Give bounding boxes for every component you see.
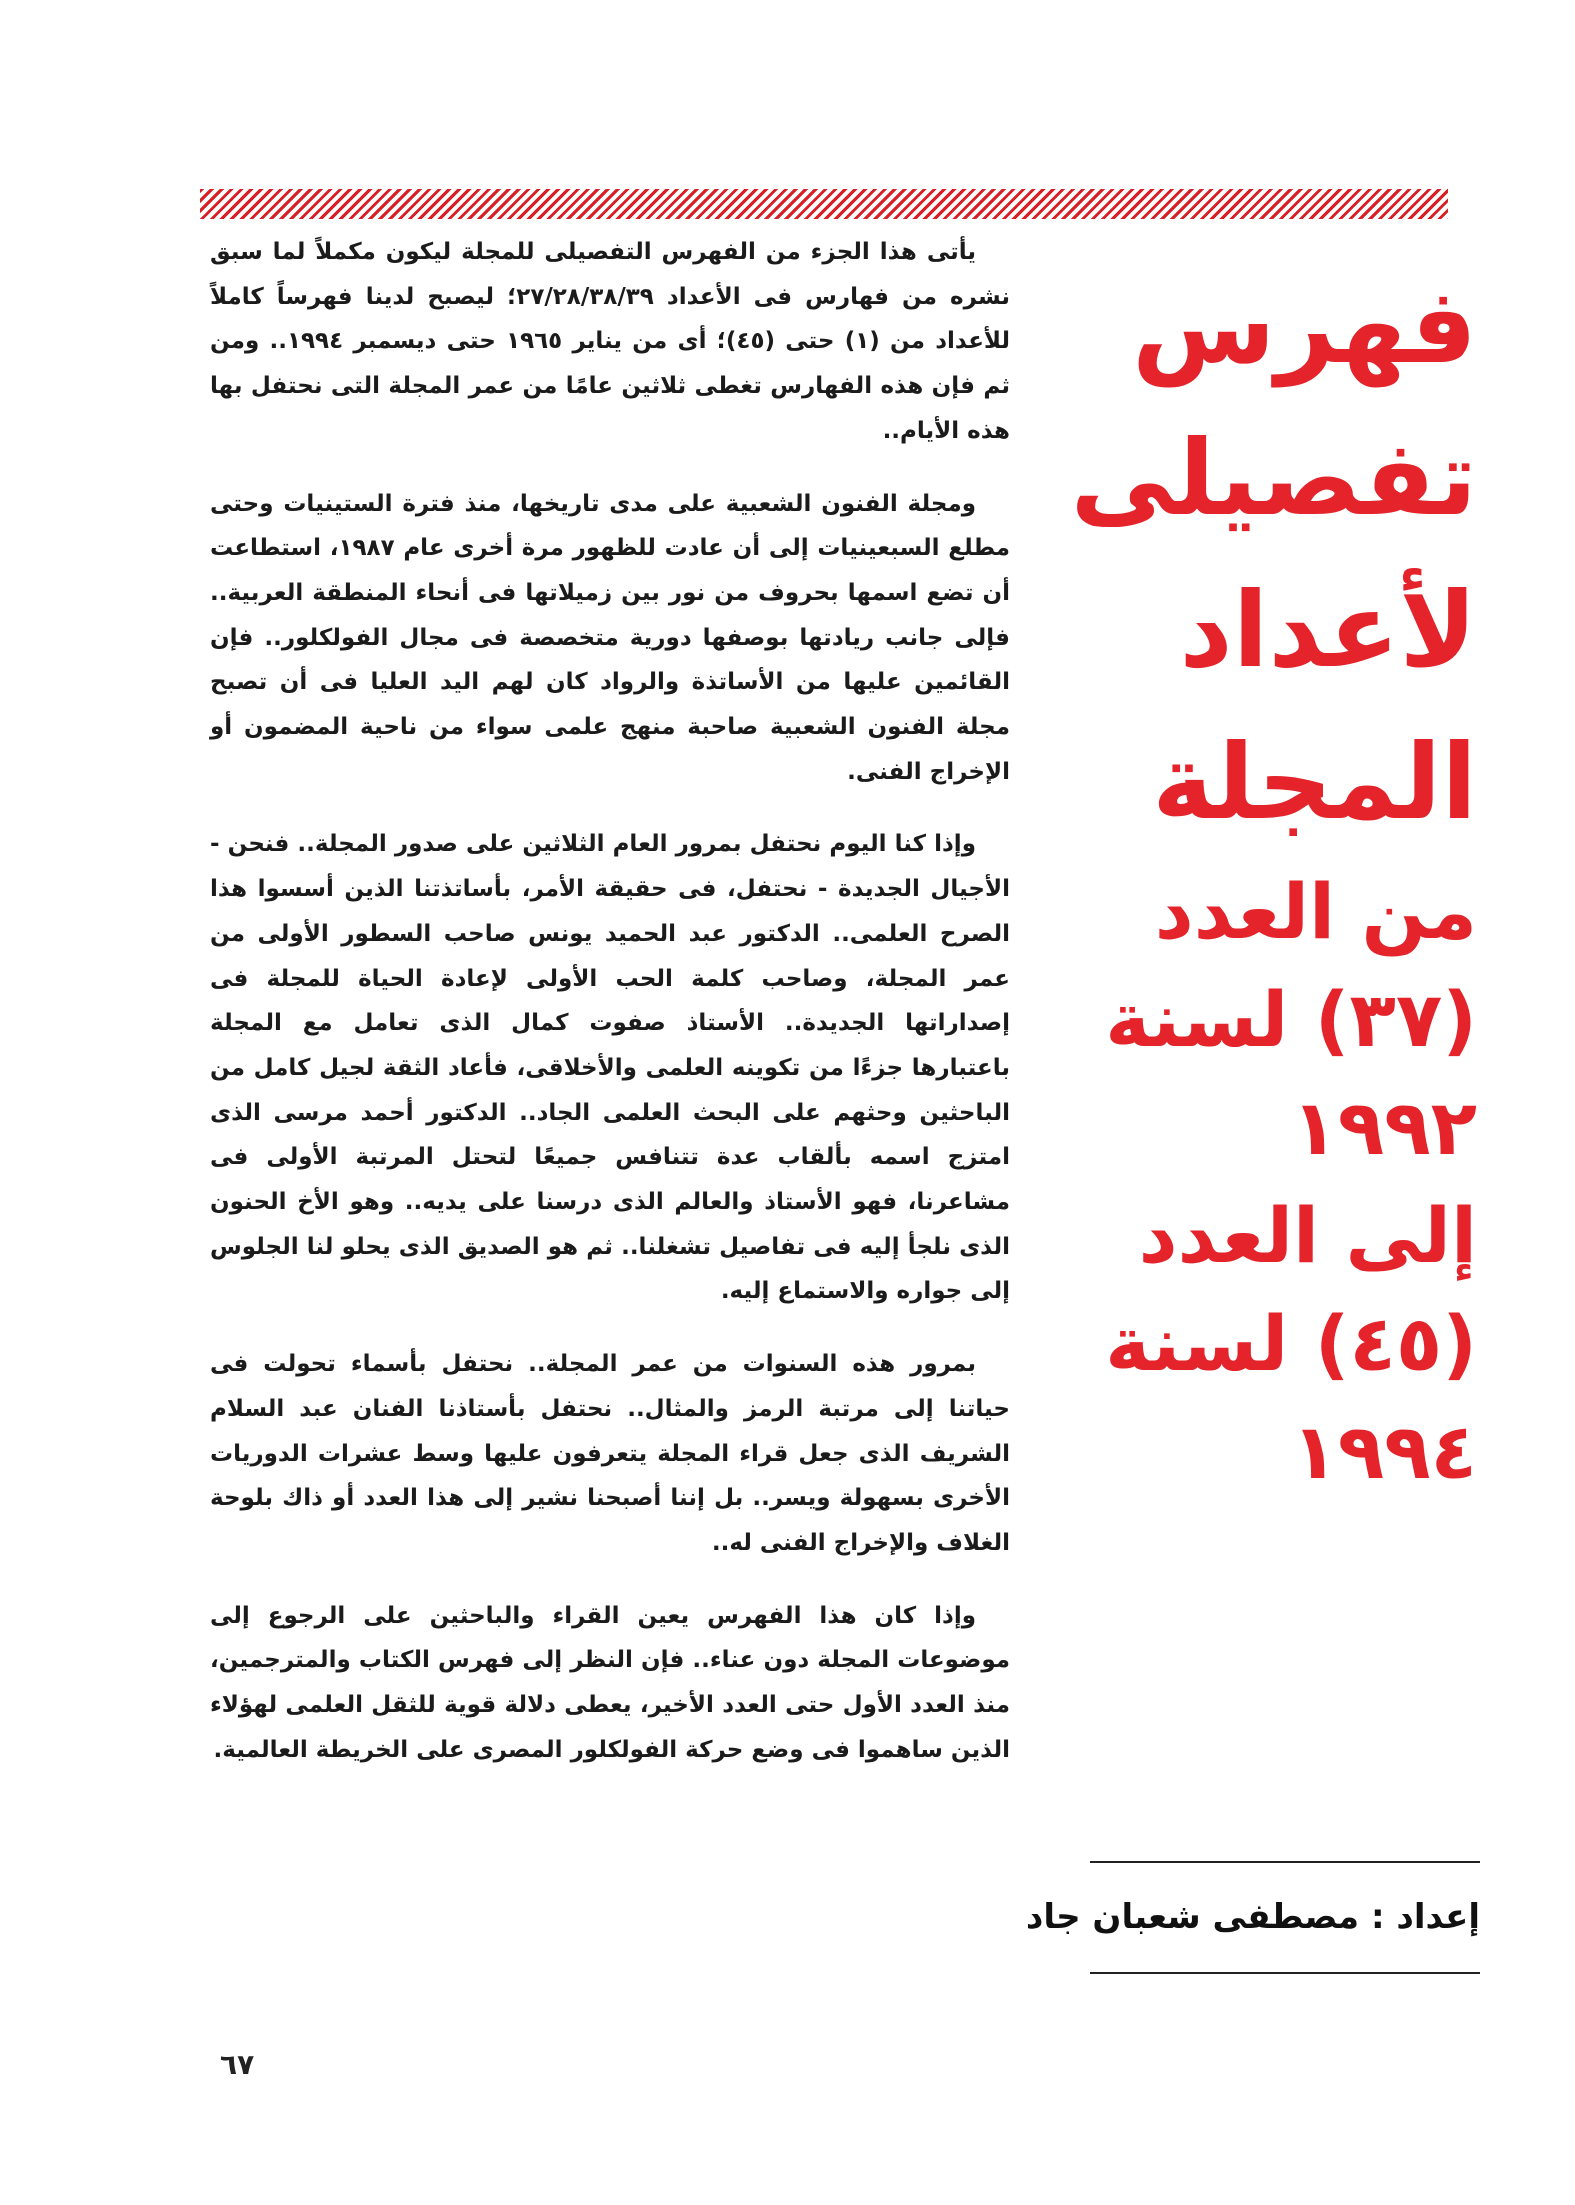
paragraph-1: يأتى هذا الجزء من الفهرس التفصيلى للمجلة ليكون مكملاً لما سبق نشره من فهارس فى الأعداد ٢٧/٢٨/٣٨/٣٩؛ ليصبح لدينا فهرساً كاملاً للأعداد من (١) حتى (٤٥)؛ أى من يناير ١٩٦٥ حتى ديسمبر ١٩٩٤.. ومن ثم فإن هذه الفهارس تغطى ثلاثين عامًا من عمر المجلة التى نحتفل بها هذه الأيام..: [210, 239, 1011, 444]
author-divider-top: [1090, 1861, 1480, 1863]
title-line-1: فهرس: [1132, 265, 1477, 387]
title-line-3: لأعداد: [1179, 569, 1477, 691]
title-line-6: (٣٧) لسنة: [1105, 975, 1477, 1064]
title-line-8: إلى العدد: [1138, 1191, 1477, 1280]
page-number: ٦٧: [220, 2048, 255, 2081]
title-line-5: من العدد: [1154, 867, 1477, 956]
title-line-10: ١٩٩٤: [1291, 1407, 1477, 1496]
article-title: [1070, 250, 1477, 1506]
title-line-2: تفصيلى: [1070, 417, 1477, 539]
paragraph-4: بمرور هذه السنوات من عمر المجلة.. نحتفل بأسماء تحولت فى حياتنا إلى مرتبة الرمز والمثال.. نحتفل بأستاذنا الفنان عبد السلام الشريف الذى جعل قراء المجلة يتعرفون عليها وسط عشرات الدوريات الأخرى بسهولة ويسر.. بل إننا أصبحنا نشير إلى هذا العدد أو ذاك بلوحة الغلاف والإخراج الفنى له..: [210, 1351, 1010, 1556]
author-credit: إعداد : مصطفى شعبان جاد: [1025, 1897, 1480, 1937]
title-line-9: (٤٥) لسنة: [1105, 1299, 1477, 1388]
article-body: [210, 230, 1010, 1801]
paragraph-5: وإذا كان هذا الفهرس يعين القراء والباحثين على الرجوع إلى موضوعات المجلة دون عناء.. فإن النظر إلى فهرس الكتاب والمترجمين، منذ العدد الأول حتى العدد الأخير، يعطى دلالة قوية للثقل العلمى لهؤلاء الذين ساهموا فى وضع حركة الفولكلور المصرى على الخريطة العالمية.: [210, 1602, 1010, 1763]
paragraph-3: وإذا كنا اليوم نحتفل بمرور العام الثلاثين على صدور المجلة.. فنحن - الأجيال الجديدة - نحتفل، فى حقيقة الأمر، بأساتذتنا الذين أسسوا هذا الصرح العلمى.. الدكتور عبد الحميد يونس صاحب السطور الأولى من عمر المجلة، وصاحب كلمة الحب الأولى لإعادة الحياة للمجلة فى إصداراتها الجديدة.. الأستاذ صفوت كمال الذى تعامل مع المجلة باعتبارها جزءًا من تكوينه العلمى والأخلاقى، فأعاد الثقة لجيل كامل من الباحثين وحثهم على البحث العلمى الجاد.. الدكتور أحمد مرسى الذى امتزج اسمه بألقاب عدة تتنافس جميعًا لتحتل المرتبة الأولى فى مشاعرنا، فهو الأستاذ والعالم الذى درسنا على يديه.. وهو الأخ الحنون الذى نلجأ إليه فى تفاصيل تشغلنا.. ثم هو الصديق الذى يحلو لنا الجلوس إلى جواره والاستماع إليه.: [210, 831, 1010, 1305]
author-divider-bottom: [1090, 1972, 1480, 1974]
paragraph-2: ومجلة الفنون الشعبية على مدى تاريخها، منذ فترة الستينيات وحتى مطلع السبعينيات إلى أن عادت للظهور مرة أخرى عام ١٩٨٧، استطاعت أن تضع اسمها بحروف من نور بين زميلاتها فى أنحاء المنطقة العربية.. فإلى جانب ريادتها بوصفها دورية متخصصة فى مجال الفولكلور.. فإن القائمين عليها من الأساتذة والرواد كان لهم اليد العليا فى أن تصبح مجلة الفنون الشعبية صاحبة منهج علمى سواء من ناحية المضمون أو الإخراج الفنى.: [210, 490, 1010, 785]
decorative-hatched-bar: [200, 189, 1448, 219]
title-line-4: المجلة: [1152, 721, 1477, 843]
title-line-7: ١٩٩٢: [1291, 1083, 1477, 1172]
